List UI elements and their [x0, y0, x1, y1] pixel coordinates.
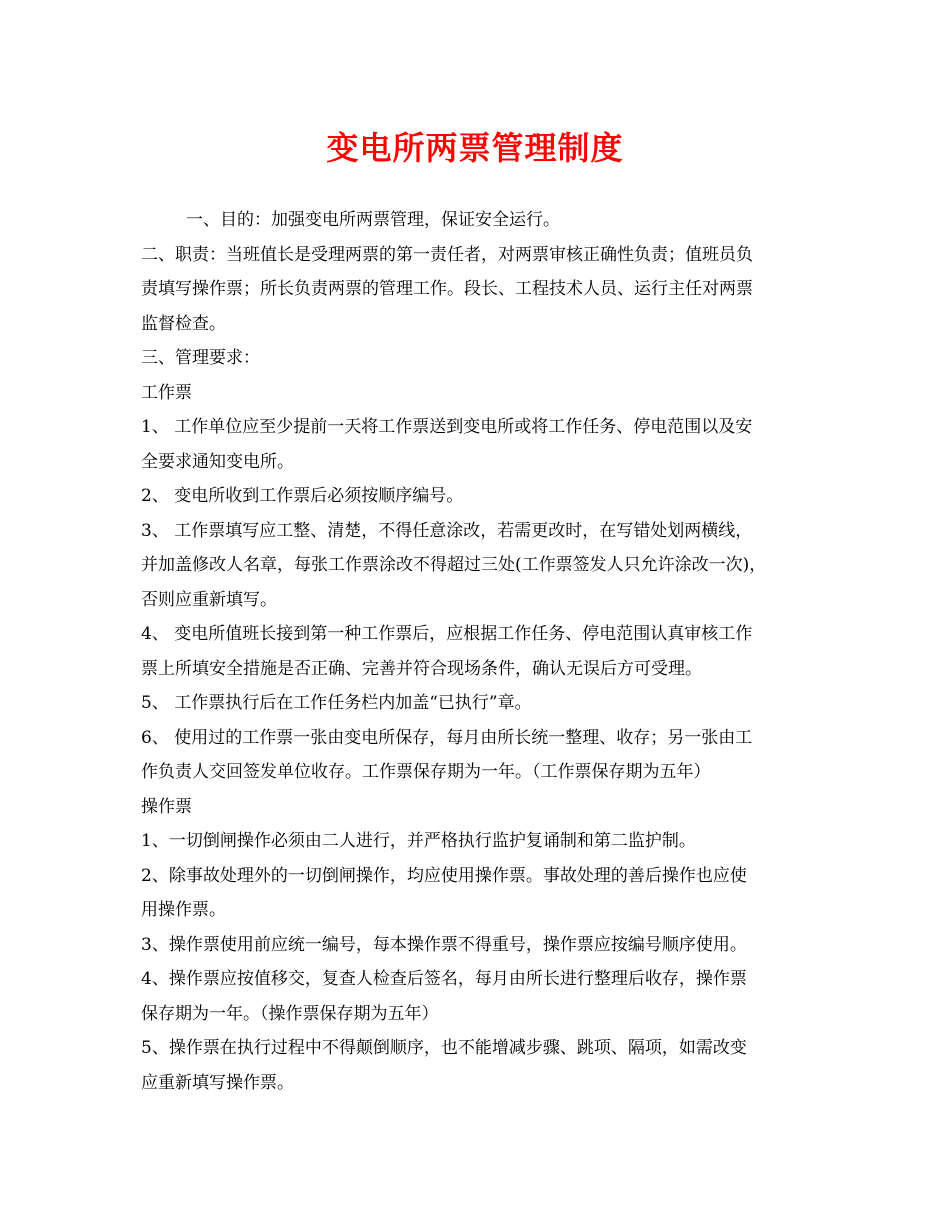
operation-ticket-item-2-line-1: 2、除事故处理外的一切倒闸操作，均应使用操作票。事故处理的善后操作也应使: [141, 865, 747, 886]
paragraph-duties-line-2: 责填写操作票；所长负责两票的管理工作。段长、工程技术人员、运行主任对两票: [141, 279, 753, 299]
subheading-work-ticket: 工作票: [141, 382, 192, 403]
work-ticket-item-3-line-1: 3、 工作票填写应工整、清楚，不得任意涂改，若需更改时，在写错处划两横线，: [141, 520, 753, 541]
operation-ticket-item-5-line-2: 应重新填写操作票。: [141, 1072, 294, 1093]
operation-ticket-item-5-line-1: 5、操作票在执行过程中不得颠倒顺序，也不能增减步骤、跳项、隔项，如需改变: [141, 1038, 747, 1058]
operation-ticket-item-1: 1、一切倒闸操作必须由二人进行，并严格执行监护复诵制和第二监护制。: [141, 831, 696, 851]
work-ticket-item-6-line-1: 6、 使用过的工作票一张由变电所保存，每月由所长统一整理、收存；另一张由工: [141, 727, 753, 748]
operation-ticket-item-4-line-2: 保存期为一年。（操作票保存期为五年）: [141, 1003, 439, 1024]
work-ticket-item-3-line-2: 并加盖修改人名章，每张工作票涂改不得超过三处(工作票签发人只允许涂改一次)，: [141, 555, 767, 575]
work-ticket-item-6-line-2: 作负责人交回签发单位收存。工作票保存期为一年。（工作票保存期为五年）: [141, 762, 711, 782]
work-ticket-item-5: 5、 工作票执行后在工作任务栏内加盖“已执行”章。: [141, 693, 532, 713]
operation-ticket-item-3: 3、操作票使用前应统一编号，每本操作票不得重号，操作票应按编号顺序使用。: [141, 934, 747, 955]
work-ticket-item-3-line-3: 否则应重新填写。: [141, 589, 277, 610]
subheading-operation-ticket: 操作票: [141, 796, 192, 817]
section-heading-requirements: 三、管理要求：: [141, 348, 260, 368]
paragraph-purpose: 一、目的：加强变电所两票管理，保证安全运行。: [186, 210, 560, 230]
work-ticket-item-4-line-2: 票上所填安全措施是否正确、完善并符合现场条件，确认无误后方可受理。: [141, 658, 702, 679]
operation-ticket-item-2-line-2: 用操作票。: [141, 900, 226, 920]
work-ticket-item-1-line-1: 1、 工作单位应至少提前一天将工作票送到变电所或将工作任务、停电范围以及安: [141, 417, 753, 437]
document-title: 变电所两票管理制度: [326, 129, 624, 167]
work-ticket-item-2: 2、 变电所收到工作票后必须按顺序编号。: [141, 486, 464, 506]
paragraph-duties-line-3: 监督检查。: [141, 313, 226, 334]
document-body: [141, 203, 811, 1100]
paragraph-duties-line-1: 二、职责：当班值长是受理两票的第一责任者，对两票审核正确性负责；值班员负: [141, 244, 753, 265]
work-ticket-item-1-line-2: 全要求通知变电所。: [141, 451, 294, 472]
work-ticket-item-4-line-1: 4、 变电所值班长接到第一种工作票后，应根据工作任务、停电范围认真审核工作: [141, 624, 753, 644]
operation-ticket-item-4-line-1: 4、操作票应按值移交，复查人检查后签名，每月由所长进行整理后收存，操作票: [141, 969, 747, 989]
